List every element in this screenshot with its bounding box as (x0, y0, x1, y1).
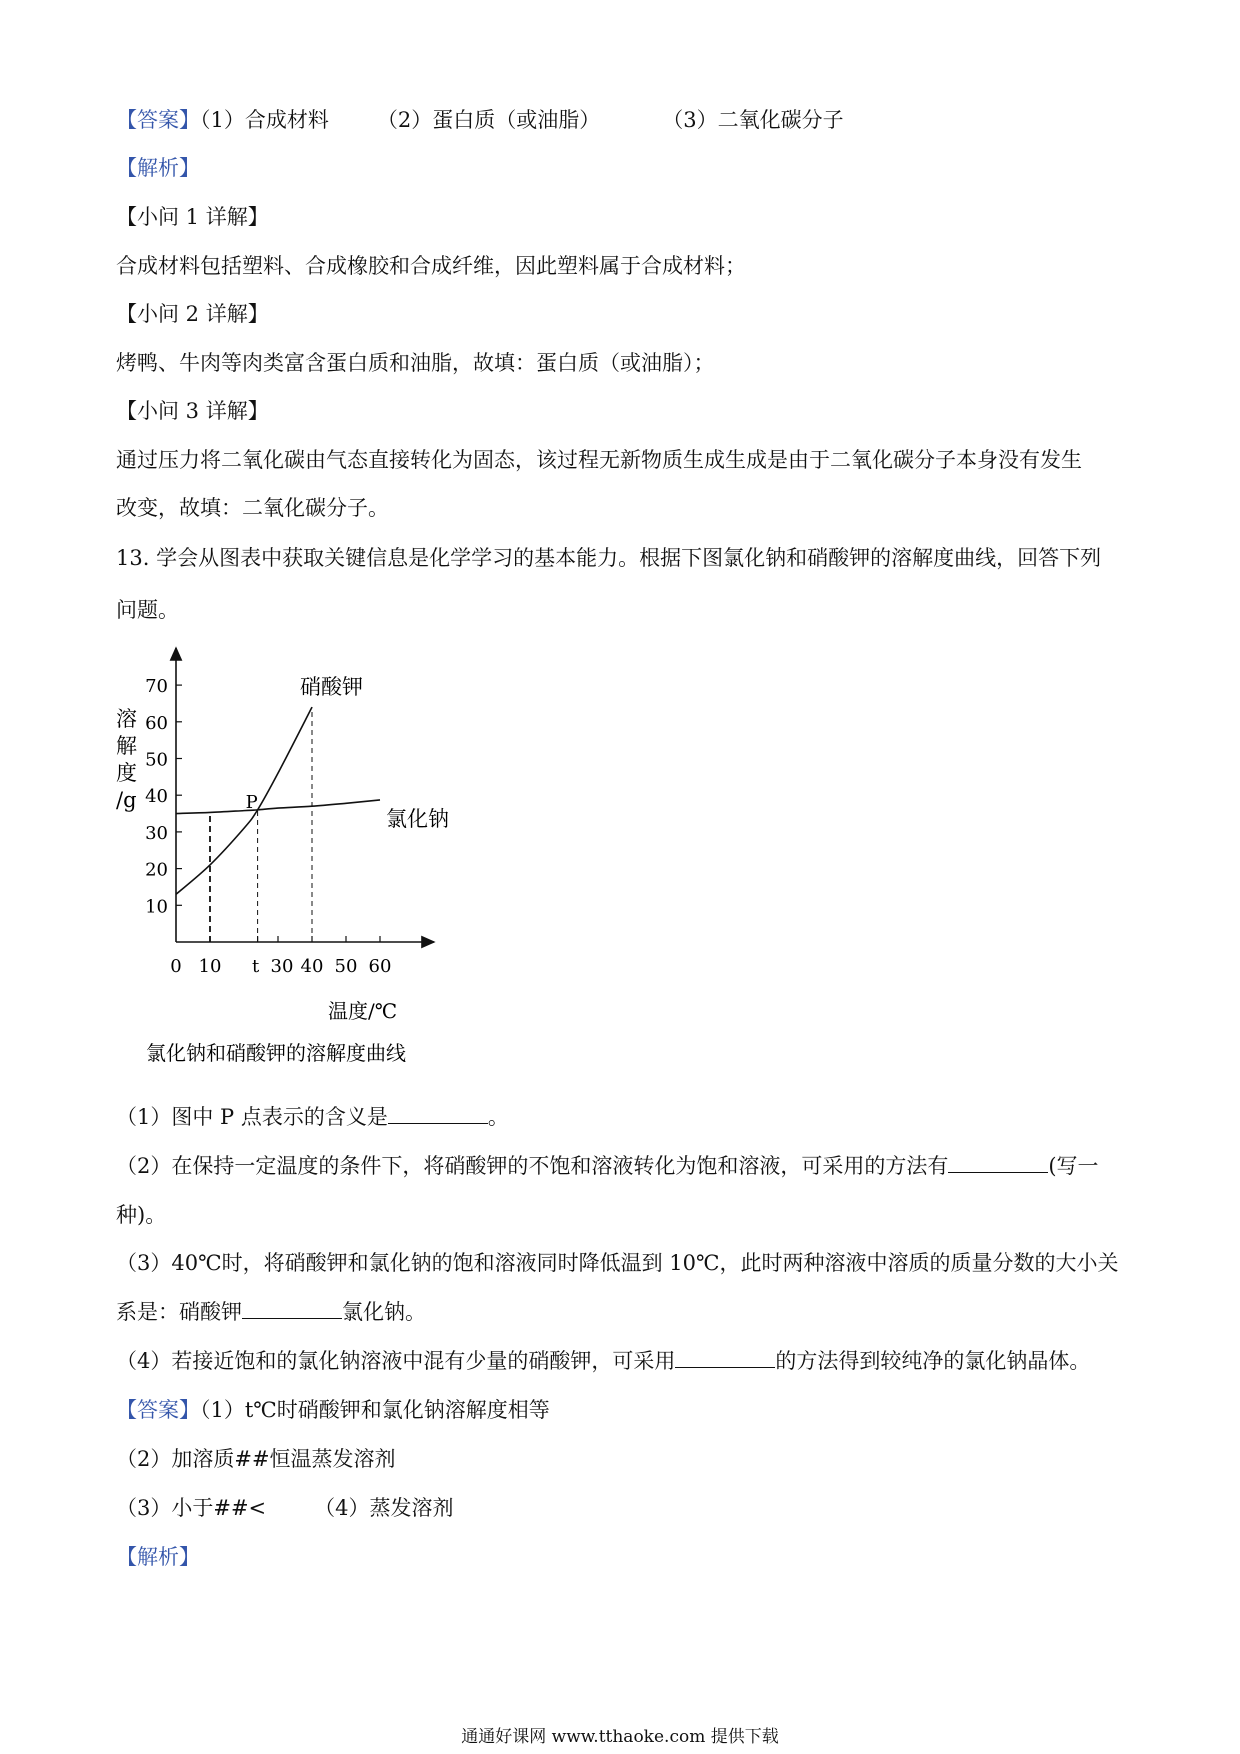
answer-2-4: （4）蒸发溶剂 (314, 1496, 454, 1520)
answer-1-2: （2）蛋白质（或油脂） (376, 108, 601, 132)
part-3-end: 氯化钠。 (342, 1300, 426, 1324)
x-tick-label: 10 (198, 956, 222, 977)
x-tick-label: 50 (334, 956, 358, 977)
answer-1-3: （3）二氧化碳分子 (662, 108, 844, 132)
x-tick-label: 40 (300, 956, 324, 977)
question-13-part-3: （3）40℃时，将硝酸钾和氯化钠的饱和溶液同时降低温到 10℃，此时两种溶液中溶质的质量分数的大小关 (116, 1251, 1119, 1275)
answer-tag: 【答案】 (116, 1398, 200, 1422)
question-13-part-4 (116, 1347, 1090, 1375)
x-tick-label: 0 (170, 956, 182, 977)
answer-blank[interactable] (242, 1298, 342, 1319)
part-4-end: 的方法得到较纯净的氯化钠晶体。 (775, 1349, 1091, 1373)
y-axis-label-char: /g (116, 788, 137, 812)
answer-2-1: （1）t℃时硝酸钾和氯化钠溶解度相等 (200, 1398, 550, 1422)
analysis-tag: 【解析】 (116, 156, 200, 180)
answer-line-1 (116, 106, 844, 134)
part-1-text: （1）图中 P 点表示的含义是 (116, 1105, 388, 1129)
y-tick-label: 70 (145, 676, 168, 698)
question-13-line-2: 问题。 (116, 598, 179, 622)
y-axis-label-char: 解 (116, 734, 137, 758)
question-13-line-1: 13. 学会从图表中获取关键信息是化学学习的基本能力。根据下图氯化钠和硝酸钾的溶解度曲线，回答下列 (116, 546, 1102, 570)
answer-1-1: （1）合成材料 (200, 108, 329, 132)
sub-question-3-text-2: 改变，故填：二氧化碳分子。 (116, 496, 389, 520)
series-label-nacl: 氯化钠 (386, 807, 449, 831)
question-13-part-2 (116, 1152, 1099, 1180)
answer-2-3: （3）小于##< (116, 1496, 267, 1520)
sub-question-3-text-1: 通过压力将二氧化碳由气态直接转化为固态，该过程无新物质生成生成是由于二氧化碳分子本身没有发生 (116, 448, 1082, 472)
part-2-end: (写一 (1048, 1154, 1099, 1178)
y-axis-label-char: 度 (116, 761, 137, 785)
part-2-text: （2）在保持一定温度的条件下，将硝酸钾的不饱和溶液转化为饱和溶液，可采用的方法有 (116, 1154, 949, 1178)
sub-question-2-head: 【小问 2 详解】 (116, 302, 269, 326)
x-tick-label: 60 (368, 956, 392, 977)
chart-caption: 氯化钠和硝酸钾的溶解度曲线 (146, 1041, 406, 1065)
x-tick-label: 30 (270, 956, 294, 977)
part-3-text: 系是：硝酸钾 (116, 1300, 242, 1324)
solubility-chart (116, 640, 476, 1080)
series-line-kno3 (176, 707, 312, 894)
point-p-label: P (245, 791, 258, 813)
answer-blank[interactable] (675, 1347, 775, 1368)
question-13-part-2-cont: 种)。 (116, 1203, 167, 1227)
series-label-kno3: 硝酸钾 (300, 675, 363, 699)
y-tick-label: 50 (145, 749, 168, 771)
answer-2-2: （2）加溶质##恒温蒸发溶剂 (116, 1447, 396, 1471)
question-13-part-3-cont (116, 1298, 426, 1326)
answer-line-2-3 (116, 1494, 454, 1522)
x-axis-label: 温度/℃ (328, 999, 398, 1023)
answer-blank[interactable] (388, 1103, 488, 1124)
y-tick-label: 40 (145, 786, 168, 808)
part-4-text: （4）若接近饱和的氯化钠溶液中混有少量的硝酸钾，可采用 (116, 1349, 676, 1373)
answer-tag: 【答案】 (116, 108, 200, 132)
answer-blank[interactable] (948, 1152, 1048, 1173)
y-tick-label: 20 (145, 859, 168, 881)
y-tick-label: 10 (145, 896, 168, 918)
answer-line-2 (116, 1396, 550, 1424)
page-footer: 通通好课网 www.tthaoke.com 提供下载 (461, 1727, 779, 1747)
y-axis-label-char: 溶 (116, 707, 137, 731)
question-13-part-1 (116, 1103, 509, 1131)
part-1-end: 。 (487, 1105, 509, 1129)
sub-question-3-head: 【小问 3 详解】 (116, 399, 269, 423)
sub-question-1-head: 【小问 1 详解】 (116, 205, 269, 229)
sub-question-2-text: 烤鸭、牛肉等肉类富含蛋白质和油脂，故填：蛋白质（或油脂）； (116, 351, 715, 375)
y-tick-label: 30 (145, 822, 168, 844)
analysis-tag: 【解析】 (116, 1545, 200, 1569)
y-tick-label: 60 (145, 712, 168, 734)
series-line-nacl (176, 800, 380, 814)
sub-question-1-text: 合成材料包括塑料、合成橡胶和合成纤维，因此塑料属于合成材料； (116, 254, 746, 278)
x-tick-label: t (251, 956, 260, 977)
